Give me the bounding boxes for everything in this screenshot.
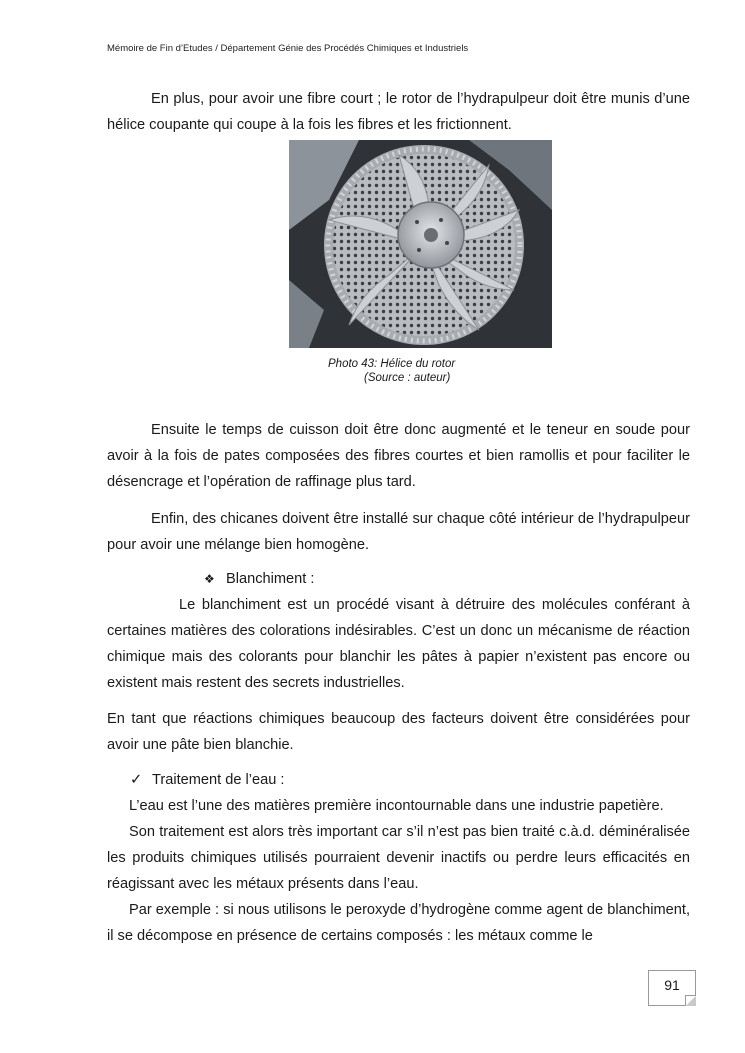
photo-caption [290, 357, 510, 385]
paragraph-eau-matiere: L’eau est l’une des matières première incontournable dans une industrie papetière. [129, 798, 664, 814]
caption-title: Photo 43: Hélice du rotor [328, 358, 456, 370]
caption-source: (Source : auteur) [364, 372, 451, 384]
paragraph-chicanes: Enfin, des chicanes doivent être installé sur chaque côté intérieur de l’hydrapulpeur pour avoir une mélange bien homogène. [107, 511, 690, 553]
rotor-photo [289, 140, 552, 348]
paragraph-cuisson: Ensuite le temps de cuisson doit être donc augmenté et le teneur en soude pour avoir à la fois de pates composées des fibres courtes et bien ramollis et pour faciliter le désencrage et l’opération de raffinage plus tard. [107, 422, 690, 490]
paragraph-eau-traitement: Son traitement est alors très important car s’il n’est pas bien traité c.à.d. déminéralisée les produits chimiques utilisés pourraient devenir inactifs ou perdre leurs efficacités en réagissant avec les métaux présents dans l’eau. [107, 824, 690, 892]
eau-title: Traitement de l’eau : [152, 772, 285, 788]
blanchiment-title: Blanchiment : [226, 571, 315, 587]
paragraph-blanchiment-facteurs: En tant que réactions chimiques beaucoup des facteurs doivent être considérées pour avoir une pâte bien blanchie. [107, 711, 690, 753]
page-fold-icon [685, 995, 696, 1006]
page-number [648, 970, 696, 1006]
section-blanchiment-heading [204, 566, 314, 592]
page-header: Mémoire de Fin d’Etudes / Département Génie des Procédés Chimiques et Industriels [107, 43, 469, 54]
paragraph-eau-exemple: Par exemple : si nous utilisons le peroxyde d’hydrogène comme agent de blanchiment, il se décompose en présence de certains composés : les métaux comme le [107, 902, 690, 944]
paragraph-fibre: En plus, pour avoir une fibre court ; le rotor de l’hydrapulpeur doit être munis d’une hélice coupante qui coupe à la fois les fibres et les frictionnent. [107, 91, 690, 133]
checkmark-bullet-icon: ✓ [130, 772, 143, 788]
section-eau-heading [130, 767, 285, 793]
paragraph-blanchiment-definition: Le blanchiment est un procédé visant à détruire des molécules conférant à certaines matières des colorations indésirables. C’est un donc un mécanisme de réaction chimique mais des colorants pour blanchir les pâtes à papier n’existent pas encore ou existent mais restent des secrets industrielles. [107, 597, 690, 691]
diamond-bullet-icon: ❖ [204, 572, 215, 586]
page-number-value: 91 [664, 977, 680, 993]
